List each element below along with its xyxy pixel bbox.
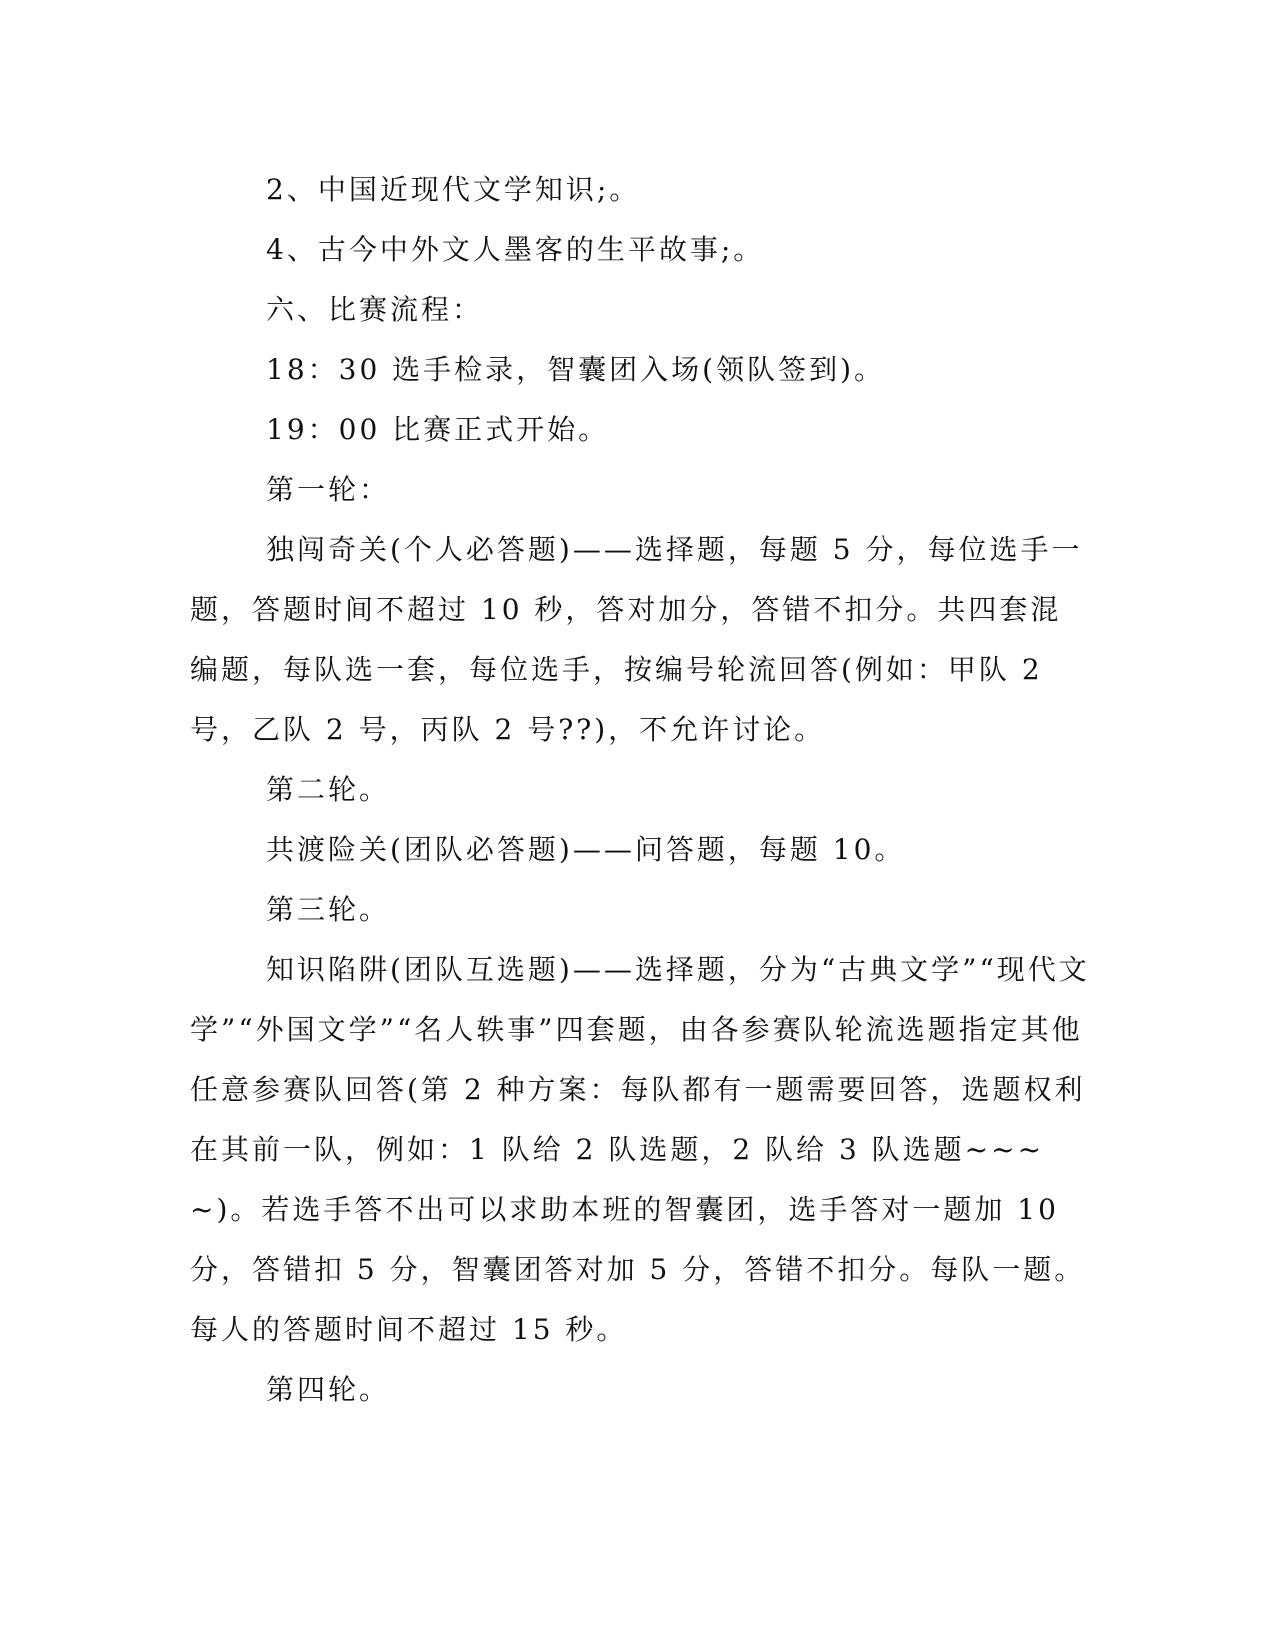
paragraph-topic-2: 2、中国近现代文学知识;。 bbox=[266, 173, 641, 206]
round-2-heading: 第二轮。 bbox=[266, 773, 391, 806]
paragraph-checkin-time: 18：30 选手检录，智囊团入场(领队签到)。 bbox=[266, 353, 886, 386]
round-3-description: 知识陷阱(团队互选题)——选择题，分为“古典文学”“现代文学”“外国文学”“名人轶事”四套题，由各参赛队轮流选题指定其他任意参赛队回答(第 2 种方案：每队都有一题需要回答，选题权利在其前一队，例如：1 队给 2 队选题，2 队给 3 队选题~~~~)。若选手答不出可以求助本班的智囊团，选手答对一题加 10 分，答错扣 5 分，智囊团答对加 5 分，答错不扣分。每队一题。每人的答题时间不超过 15 秒。 bbox=[190, 953, 1090, 1346]
round-2-description: 共渡险关(团队必答题)——问答题，每题 10。 bbox=[266, 833, 906, 866]
section-heading-process: 六、比赛流程： bbox=[266, 293, 484, 326]
round-1-heading: 第一轮： bbox=[266, 473, 391, 506]
round-4-heading: 第四轮。 bbox=[266, 1373, 391, 1406]
paragraph-start-time: 19：00 比赛正式开始。 bbox=[266, 413, 610, 446]
paragraph-topic-4: 4、古今中外文人墨客的生平故事;。 bbox=[266, 233, 765, 266]
round-1-description: 独闯奇关(个人必答题)——选择题，每题 5 分，每位选手一题，答题时间不超过 10 秒，答对加分，答错不扣分。共四套混编题，每队选一套，每位选手，按编号轮流回答(例如：甲队 2 号，乙队 2 号，丙队 2 号??)，不允许讨论。 bbox=[190, 533, 1083, 746]
round-3-heading: 第三轮。 bbox=[266, 893, 391, 926]
document-body bbox=[190, 160, 1090, 1420]
